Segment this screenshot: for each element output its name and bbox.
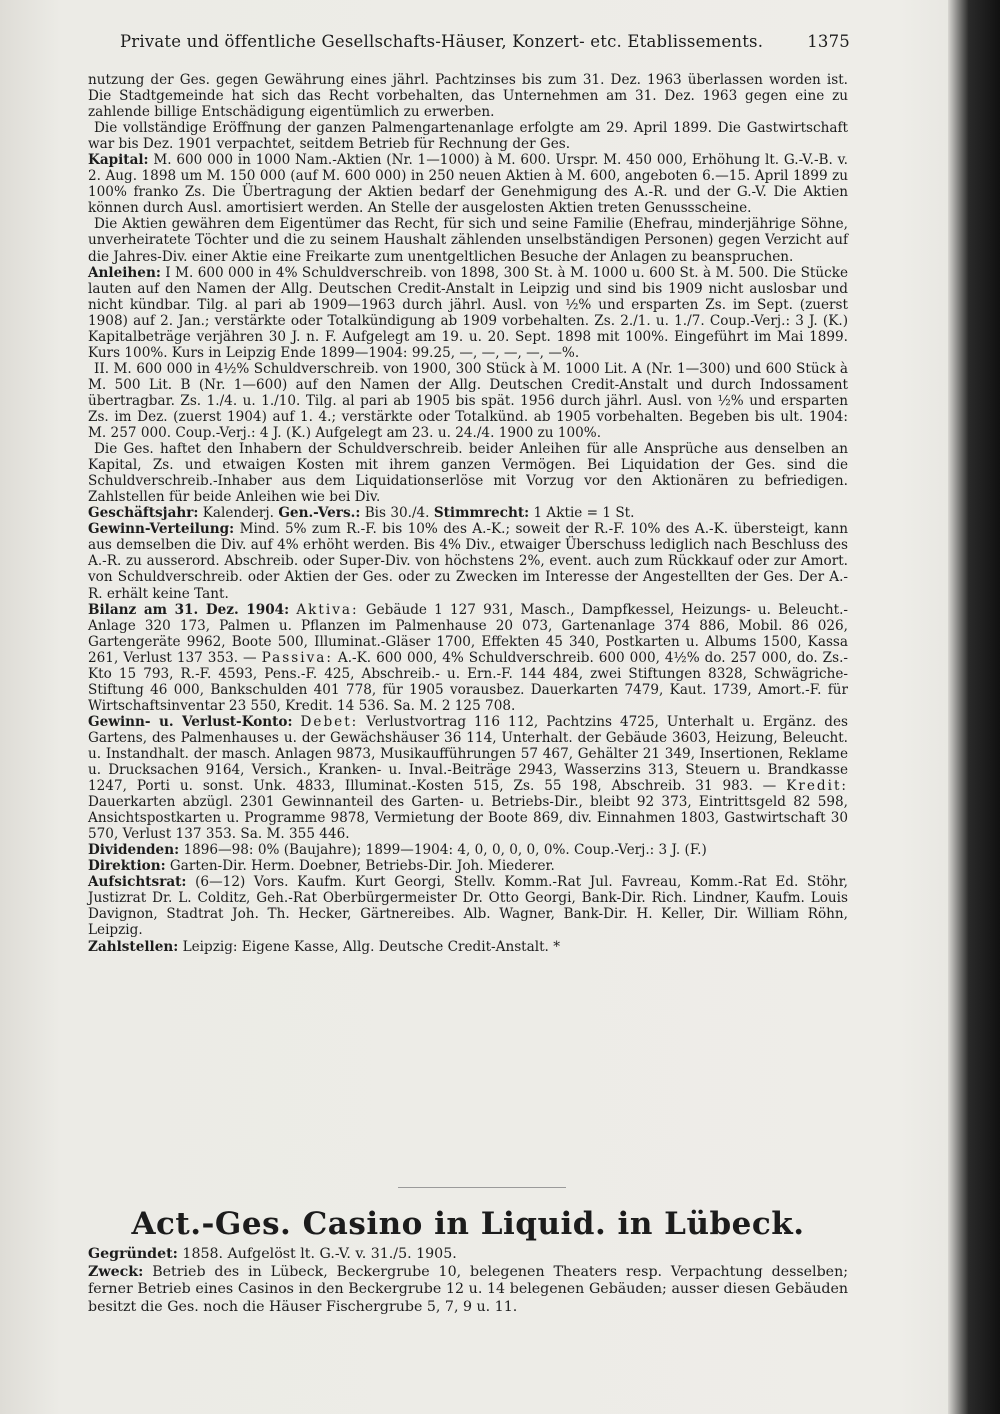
paragraph-direktion: Direktion: Garten-Dir. Herm. Doebner, Betriebs-Dir. Joh. Miederer.	[88, 858, 555, 875]
paragraph-bilanz: Bilanz am 31. Dez. 1904: Aktiva: Gebäude 1 127 931, Masch., Dampfkessel, Heizungs- u. Beleucht.-Anlage 320 173, Palmen u. Pflanzen im Palmenhause 20 073, Gartenanlage 374 886, Mobil. 86 026, Gartengeräte 9962, Boote 500, Illuminat.-Gläser 1700, Effekten 45 340, Postkarten u. Albums 1500, Kassa 261, Verlust 137 353. — Passiva: A.-K. 600 000, 4% Schuldverschreib. 600 000, 4½% do. 257 000, do. Zs.-Kto 15 793, R.-F. 4593, Pens.-F. 425, Abschreib.- u. Ern.-F. 144 484, zwei Stiftungen 8328, Schwägriche-Stiftung 46 000, Bankschulden 401 778, für 1905 vorausbez. Dauerkarten 7479, Kaut. 1739, Amort.-F. für Wirtschaftsinventar 23 550, Kredit. 14 536. Sa. M. 2 125 708.	[88, 601, 849, 714]
label-zweck: Zweck:	[88, 1263, 144, 1280]
paragraph-geschaeftsjahr: Geschäftsjahr: Kalenderj. Gen.-Vers.: Bis 30./4. Stimmrecht: 1 Aktie = 1 St.	[88, 505, 635, 522]
label-aktiva: Aktiva:	[296, 601, 359, 618]
label-stimmrecht: Stimmrecht:	[433, 505, 530, 522]
label-gegruendet: Gegründet:	[88, 1246, 178, 1262]
paragraph-zweck: Zweck: Betrieb des in Lübeck, Beckergrube 10, belegenen Theaters resp. Verpachtung desselben; ferner Betrieb eines Casinos in den Beckergrube 12 u. 14 belegenen Gebäuden; ausser diesen Gebäuden besitzt die Ges. noch die Häuser Fischergrube 5, 7, 9 u. 11.	[88, 1263, 848, 1315]
label-passiva: Passiva:	[261, 649, 333, 666]
scan-edge-shadow	[948, 0, 1000, 1414]
section-divider	[398, 1187, 566, 1188]
label-anleihen: Anleihen:	[88, 264, 161, 281]
paragraph-aufsichtsrat: Aufsichtsrat: (6—12) Vors. Kaufm. Kurt Georgi, Stellv. Komm.-Rat Jul. Favreau, Komm.-Rat Ed. Stöhr, Justizrat Dr. L. Colditz, Geh.-Rat Oberbürgermeister Dr. Otto Georgi, Bank-Dir. Rich. Lindner, Kaufm. Louis Davignon, Stadtrat Joh. Th. Hecker, Gärtnereibes. Alb. Wagner, Bank-Dir. H. Keller, Dir. William Röhn, Leipzig.	[88, 874, 849, 939]
label-dividenden: Dividenden:	[88, 842, 180, 859]
label-geschaeftsjahr: Geschäftsjahr:	[88, 505, 199, 522]
paragraph-anleihen-1: Anleihen: I M. 600 000 in 4% Schuldverschreib. von 1898, 300 St. à M. 1000 u. 600 St. à M. 500. Die Stücke lauten auf den Namen der Allg. Deutschen Credit-Anstalt in Leipzig und sind bis 1909 nicht auslosbar und nicht kündbar. Tilg. al pari ab 1909—1963 durch jährl. Ausl. von ½% und ersparten Zs. im Sept. (zuerst 1908) auf 2. Jan.; verstärkte oder Totalkündigung ab 1909 vorbehalten. Zs. 2./1. u. 1./7. Coup.-Verj.: 3 J. (K.) Kapitalbeträge verjähren 30 J. n. F. Aufgelegt am 19. u. 20. Sept. 1898 mit 100%. Eingeführt im Mai 1899. Kurs 100%. Kurs in Leipzig Ende 1899—1904: 99.25, —, —, —, —, —%.	[88, 264, 849, 361]
paragraph-anleihen-2: II. M. 600 000 in 4½% Schuldverschreib. von 1900, 300 Stück à M. 1000 Lit. A (Nr. 1—300) und 600 Stück à M. 500 Lit. B (Nr. 1—600) auf den Namen der Allg. Deutschen Credit-Anstalt und durch Indossament übertragbar. Zs. 1./4. u. 1./10. Tilg. al pari ab 1905 bis spät. 1956 durch jährl. Ausl. von ½% und ersparten Zs. im Dez. (zuerst 1904) auf 1. 4.; verstärkte oder Totalkünd. ab 1905 vorbehalten. Begeben bis ult. 1904: M. 257 000. Coup.-Verj.: 4 J. (K.) Aufgelegt am 23. u. 24./4. 1900 zu 100%.	[88, 360, 848, 442]
paragraph-gewinn-verteilung: Gewinn-Verteilung: Mind. 5% zum R.-F. bis 10% des A.-K.; soweit der R.-F. 10% des A.-K. übersteigt, kann aus demselben die Div. auf 4% erhöht werden. Bis 4% Div., etwaiger Überschuss lediglich nach Beschluss des A.-R. zu ausserord. Abschreib. oder Super-Div. von höchstens 2%, event. auch zum Rückkauf oder zur Amort. von Schuldverschreib. oder Aktien der Ges. oder zu Zwecken im Interesse der Angestellten der Ges. Der A.-R. erhält keine Tant.	[88, 521, 848, 602]
paragraph-gv-konto: Gewinn- u. Verlust-Konto: Debet: Verlustvortrag 116 112, Pachtzins 4725, Unterhalt u. Ergänz. des Gartens, des Palmenhauses u. der Gewächshäuser 36 114, Unterhalt. der Gebäude 3603, Heizung, Beleucht. u. Instandhalt. der masch. Anlagen 9873, Musikaufführungen 57 467, Gehälter 21 349, Insertionen, Reklame u. Drucksachen 9164, Versich., Kranken- u. Inval.-Beiträge 2943, Wasserzins 313, Steuern u. Brandkasse 1247, Porti u. sonst. Unk. 4833, Illuminat.-Kosten 515, Zs. 55 198, Abschreib. 31 983. — Kredit: Dauerkarten abzügl. 2301 Gewinnanteil des Garten- u. Betriebs-Dir., bleibt 92 373, Eintrittsgeld 82 598, Ansichtspostkarten u. Programme 9878, Vermietung der Boote 869, div. Einnahmen 1803, Gastwirtschaft 30 570, Verlust 137 353. Sa. M. 355 446.	[88, 713, 848, 843]
entry-body	[88, 72, 848, 955]
paragraph-dividenden: Dividenden: 1896—98: 0% (Baujahre); 1899—1904: 4, 0, 0, 0, 0, 0%. Coup.-Verj.: 3 J. (F.)	[88, 842, 707, 859]
label-gen-vers: Gen.-Vers.:	[278, 505, 361, 522]
paragraph-haftung: Die Ges. haftet den Inhabern der Schuldverschreib. beider Anleihen für alle Ansprüche aus denselben an Kapital, Zs. und etwaigen Kosten mit ihrem ganzen Vermögen. Bei Liquidation der Ges. sind die Schuldverschreib.-Inhaber aus dem Liquidationserlöse mit Vorzug vor den Aktionären zu befriedigen. Zahlstellen für beide Anleihen wie bei Div.	[88, 441, 848, 506]
paragraph-lease: nutzung der Ges. gegen Gewährung eines jährl. Pachtzinses bis zum 31. Dez. 1963 überlassen worden ist. Die Stadtgemeinde hat sich das Recht vorbehalten, das Unternehmen am 31. Dez. 1963 gegen eine zu zahlende billige Entschädigung eigentümlich zu erwerben.	[88, 72, 848, 121]
label-debet: Debet:	[300, 713, 359, 730]
section2-body	[88, 1246, 848, 1316]
label-zahlstellen: Zahlstellen:	[88, 938, 179, 955]
label-aufsichtsrat: Aufsichtsrat:	[88, 874, 187, 891]
section-heading: Act.-Ges. Casino in Liquid. in Lübeck.	[131, 1206, 805, 1242]
label-kredit: Kredit:	[786, 778, 848, 795]
running-head-title: Private und öffentliche Gesellschafts-Häuser, Konzert- etc. Etablissements.	[120, 32, 764, 51]
paragraph-kapital: Kapital: M. 600 000 in 1000 Nam.-Aktien (Nr. 1—1000) à M. 600. Urspr. M. 450 000, Erhöhung lt. G.-V.-B. v. 2. Aug. 1898 um M. 150 000 (auf M. 600 000) in 250 neuen Aktien à M. 600, angeboten 6.—15. April 1899 zu 100% franko Zs. Die Übertragung der Aktien bedarf der Genehmigung des A.-R. und der G.-V. Die Aktien können durch Ausl. amortisiert werden. An Stelle der ausgelosten Aktien treten Genussscheine.	[88, 152, 848, 217]
label-direktion: Direktion:	[88, 858, 166, 875]
paragraph-zahlstellen: Zahlstellen: Leipzig: Eigene Kasse, Allg. Deutsche Credit-Anstalt. *	[88, 938, 560, 955]
label-bilanz: Bilanz am 31. Dez. 1904:	[88, 601, 290, 618]
page-number: 1375	[807, 32, 850, 51]
paragraph-aktien-rights: Die Aktien gewähren dem Eigentümer das Recht, für sich und seine Familie (Ehefrau, minderjährige Söhne, unverheiratete Töchter und die zu seinem Haushalt zählenden unselbständigen Personen) gegen Verzicht auf die Jahres-Div. einer Aktie eine Freikarte zum unentgeltlichen Besuche der Anlagen zu beanspruchen.	[88, 216, 848, 265]
label-kapital: Kapital:	[88, 152, 149, 169]
label-gewinn-verteilung: Gewinn-Verteilung:	[88, 521, 235, 538]
label-gv-konto: Gewinn- u. Verlust-Konto:	[88, 713, 293, 730]
paragraph-opening: Die vollständige Eröffnung der ganzen Palmengartenanlage erfolgte am 29. April 1899. Die Gastwirtschaft war bis Dez. 1901 verpachtet, seitdem Betrieb für Rechnung der Ges.	[88, 120, 848, 153]
paragraph-gegruendet: Gegründet: 1858. Aufgelöst lt. G.-V. v. 31./5. 1905.	[88, 1246, 457, 1262]
